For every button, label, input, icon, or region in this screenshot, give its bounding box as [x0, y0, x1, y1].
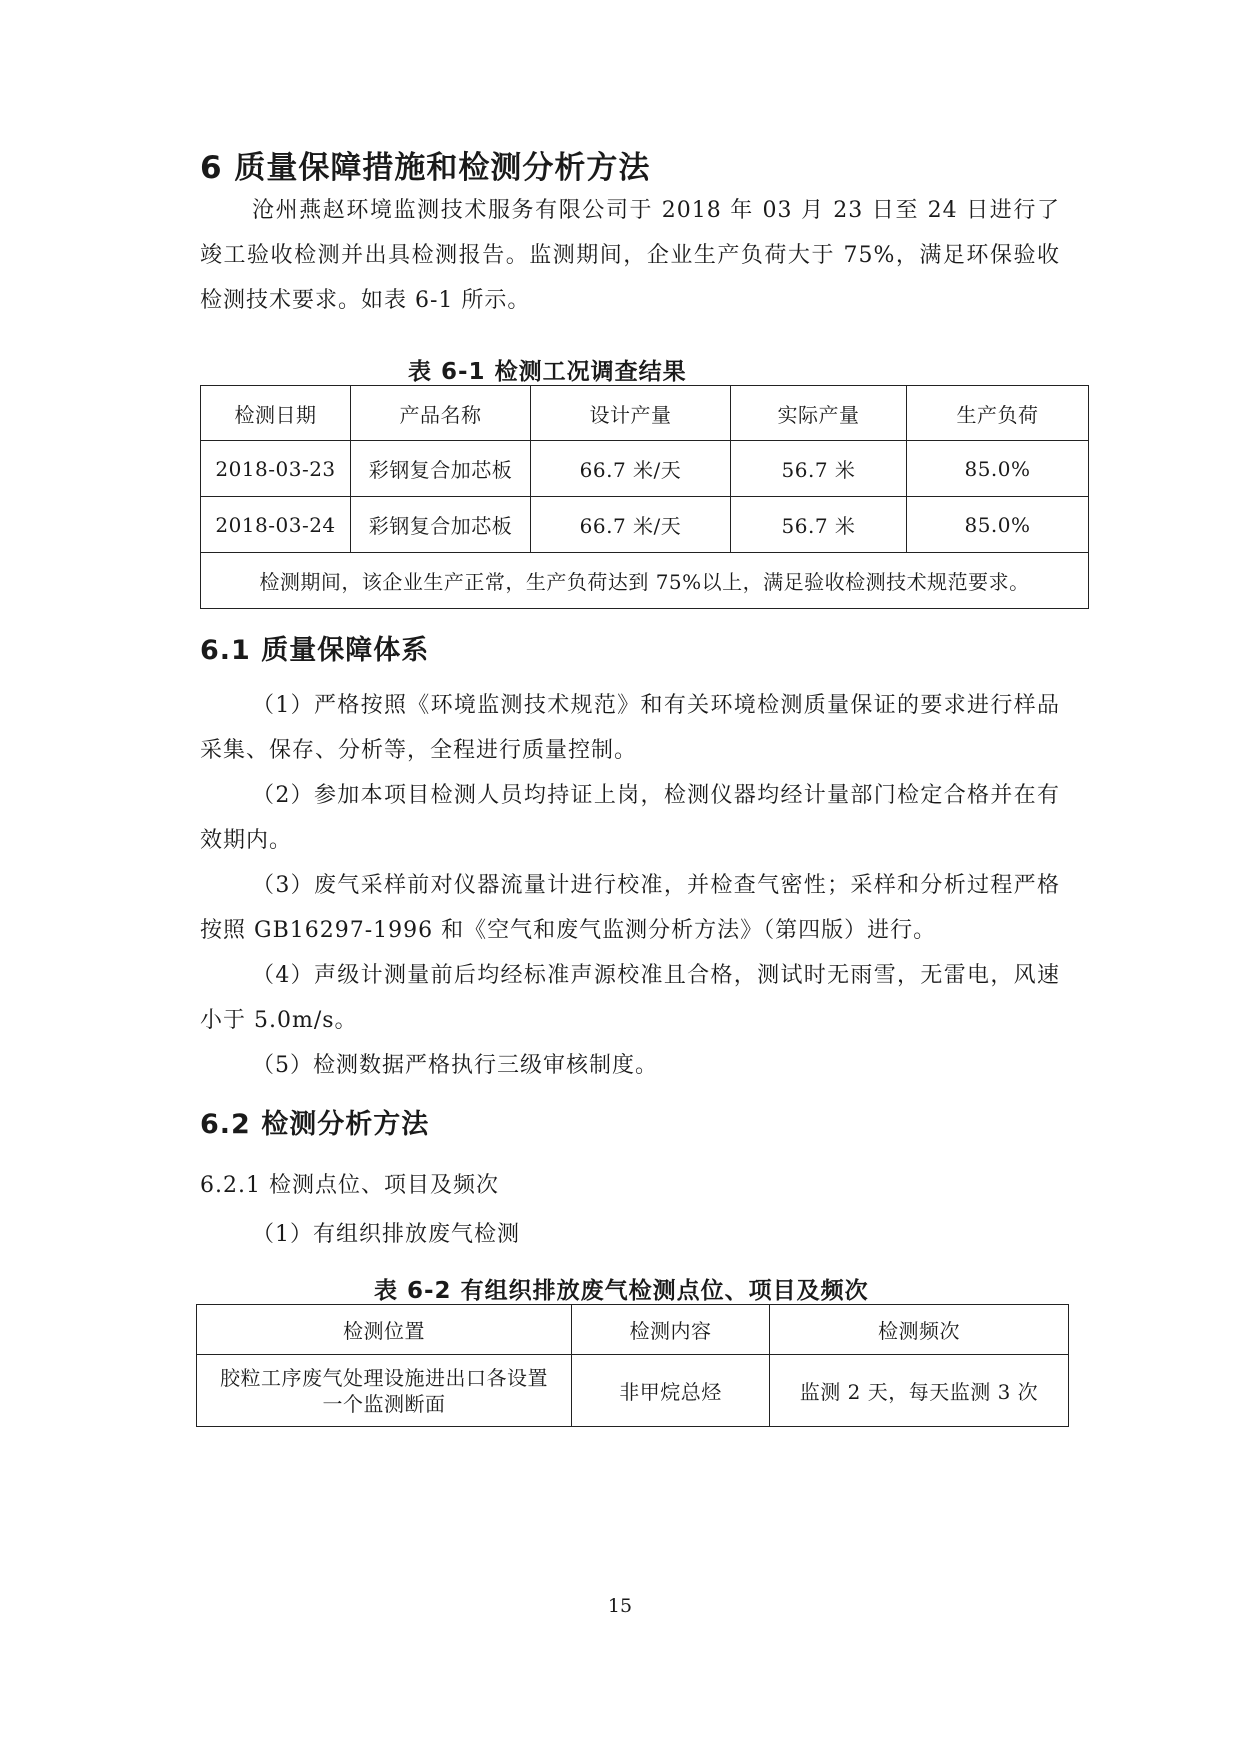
table2-header: 检测频次 [770, 1305, 1069, 1355]
exhaust-gas-heading: （1）有组织排放废气检测 [252, 1222, 520, 1247]
subsection-6-2-1-title: 6.2.1 检测点位、项目及频次 [200, 1173, 499, 1198]
table-cell: 胶粒工序废气处理设施进出口各设置一个监测断面 [197, 1355, 572, 1427]
table-row [201, 497, 1089, 553]
table2-header: 检测位置 [197, 1305, 572, 1355]
qa-item-2: （2）参加本项目检测人员均持证上岗，检测仪器均经计量部门检定合格并在有效期内。 [200, 783, 1060, 853]
table1-note: 检测期间，该企业生产正常，生产负荷达到 75%以上，满足验收检测技术规范要求。 [201, 553, 1089, 609]
qa-item-1: （1）严格按照《环境监测技术规范》和有关环境检测质量保证的要求进行样品采集、保存、分析等，全程进行质量控制。 [200, 693, 1060, 763]
table1-header: 检测日期 [201, 386, 351, 441]
table-cell: 56.7 米 [731, 441, 907, 497]
table1-note-row [201, 553, 1089, 609]
section-title: 6 质量保障措施和检测分析方法 [200, 150, 651, 186]
table1-header: 实际产量 [731, 386, 907, 441]
qa-item-5: （5）检测数据严格执行三级审核制度。 [252, 1053, 658, 1078]
table-cell: 2018-03-24 [201, 497, 351, 553]
table2-caption: 表 6-2 有组织排放废气检测点位、项目及频次 [374, 1278, 869, 1304]
table1-header: 设计产量 [531, 386, 731, 441]
table1-header-row [201, 386, 1089, 441]
subsection-6-1-title: 6.1 质量保障体系 [200, 635, 430, 666]
table-cell: 彩钢复合加芯板 [351, 497, 531, 553]
table1-caption: 表 6-1 检测工况调查结果 [408, 359, 687, 385]
page-number: 15 [607, 1595, 633, 1617]
table-cell: 66.7 米/天 [531, 441, 731, 497]
qa-item-3: （3）废气采样前对仪器流量计进行校准，并检查气密性；采样和分析过程严格按照 GB16297-1996 和《空气和废气监测分析方法》（第四版）进行。 [200, 873, 1060, 943]
qa-item-4: （4）声级计测量前后均经标准声源校准且合格，测试时无雨雪，无雷电，风速小于 5.0m/s。 [200, 963, 1060, 1033]
table2-header: 检测内容 [572, 1305, 770, 1355]
table-row [201, 441, 1089, 497]
table-cell: 监测 2 天，每天监测 3 次 [770, 1355, 1069, 1427]
table1-header: 生产负荷 [907, 386, 1089, 441]
table-cell: 85.0% [907, 441, 1089, 497]
table2 [196, 1304, 1069, 1427]
table-cell: 66.7 米/天 [531, 497, 731, 553]
table2-header-row [197, 1305, 1069, 1355]
table-cell: 56.7 米 [731, 497, 907, 553]
table-cell: 非甲烷总烃 [572, 1355, 770, 1427]
table-cell: 彩钢复合加芯板 [351, 441, 531, 497]
table-cell: 85.0% [907, 497, 1089, 553]
intro-paragraph: 沧州燕赵环境监测技术服务有限公司于 2018 年 03 月 23 日至 24 日进行了竣工验收检测并出具检测报告。监测期间，企业生产负荷大于 75%，满足环保验收检测技术要求。如表 6-1 所示。 [200, 198, 1060, 313]
table1-header: 产品名称 [351, 386, 531, 441]
subsection-6-2-title: 6.2 检测分析方法 [200, 1109, 430, 1140]
table-cell: 2018-03-23 [201, 441, 351, 497]
table-row [197, 1355, 1069, 1427]
table1 [200, 385, 1089, 609]
